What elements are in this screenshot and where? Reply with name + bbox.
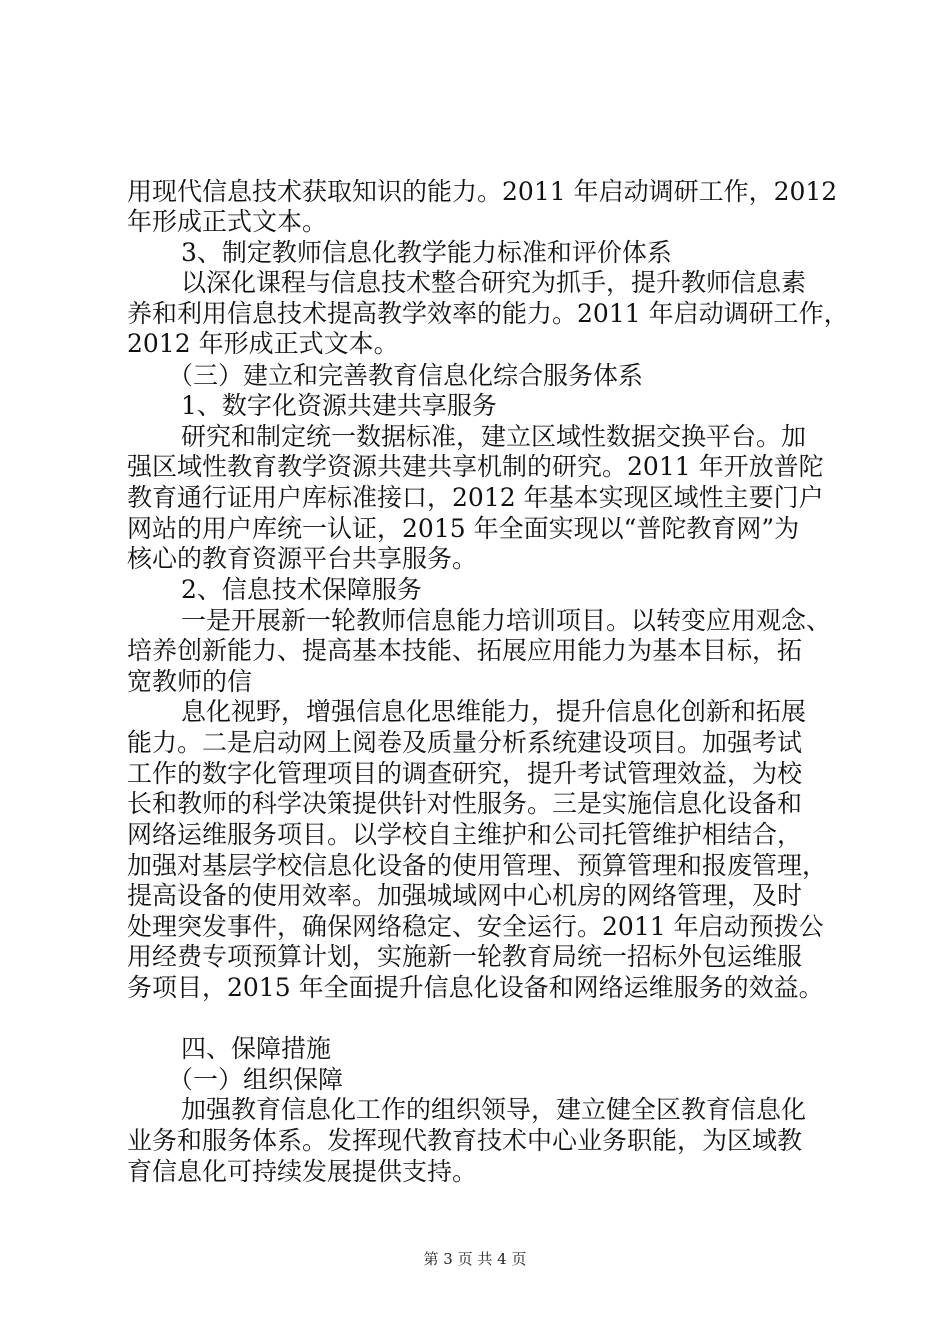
body-text-line: 教育通行证用户库标准接口，2012 年基本实现区域性主要门户: [127, 483, 824, 512]
body-text-line: 加强教育信息化工作的组织领导，建立健全区教育信息化: [181, 1095, 807, 1124]
section-heading: 四、保障措施: [181, 1034, 332, 1063]
body-text-line: 养和利用信息技术提高教学效率的能力。2011 年启动调研工作，: [127, 299, 849, 328]
body-text-line: 处理突发事件，确保网络稳定、安全运行。2011 年启动预拨公: [127, 912, 824, 941]
body-text-line: 培养创新能力、提高基本技能、拓展应用能力为基本目标，拓: [127, 636, 803, 665]
body-text-line: 2012 年形成正式文本。: [127, 329, 399, 358]
body-text-line: 务项目，2015 年全面提升信息化设备和网络运维服务的效益。: [127, 973, 824, 1002]
body-text-line: 以深化课程与信息技术整合研究为抓手，提升教师信息素: [181, 268, 807, 297]
page-number-footer: 第 3 页 共 4 页: [423, 1250, 527, 1268]
body-text-line: 能力。二是启动网上阅卷及质量分析系统建设项目。加强考试: [127, 728, 803, 757]
body-text-line: 育信息化可持续发展提供支持。: [127, 1157, 478, 1186]
body-text-line: 网络运维服务项目。以学校自主维护和公司托管维护相结合，: [127, 820, 803, 849]
body-text-line: 工作的数字化管理项目的调查研究，提升考试管理效益，为校: [127, 759, 803, 788]
body-text-line: 宽教师的信: [127, 667, 253, 696]
section-heading: 2、信息技术保障服务: [181, 575, 422, 604]
body-text-line: 研究和制定统一数据标准，建立区域性数据交换平台。加: [181, 422, 807, 451]
body-text-line: 用现代信息技术获取知识的能力。2011 年启动调研工作，2012: [127, 177, 838, 206]
body-text-line: 提高设备的使用效率。加强城域网中心机房的网络管理，及时: [127, 881, 803, 910]
body-text-line: 年形成正式文本。: [127, 207, 328, 236]
body-text-line: 长和教师的科学决策提供针对性服务。三是实施信息化设备和: [127, 789, 803, 818]
section-heading: 3、制定教师信息化教学能力标准和评价体系: [181, 238, 672, 267]
body-text-line: 网站的用户库统一认证，2015 年全面实现以“普陀教育网”为: [127, 514, 800, 543]
body-text-line: 核心的教育资源平台共享服务。: [127, 544, 478, 573]
body-text-line: 强区域性教育教学资源共建共享机制的研究。2011 年开放普陀: [127, 452, 824, 481]
section-heading: （一）组织保障: [168, 1065, 344, 1094]
body-text-line: 加强对基层学校信息化设备的使用管理、预算管理和报废管理，: [127, 851, 828, 880]
body-text-line: 用经费专项预算计划，实施新一轮教育局统一招标外包运维服: [127, 942, 803, 971]
section-heading: （三）建立和完善教育信息化综合服务体系: [168, 361, 644, 390]
body-text-line: 一是开展新一轮教师信息能力培训项目。以转变应用观念、: [181, 606, 832, 635]
section-heading: 1、数字化资源共建共享服务: [181, 391, 497, 420]
body-text-line: 业务和服务体系。发挥现代教育技术中心业务职能，为区域教: [127, 1126, 803, 1155]
body-text-line: 息化视野，增强信息化思维能力，提升信息化创新和拓展: [181, 697, 807, 726]
